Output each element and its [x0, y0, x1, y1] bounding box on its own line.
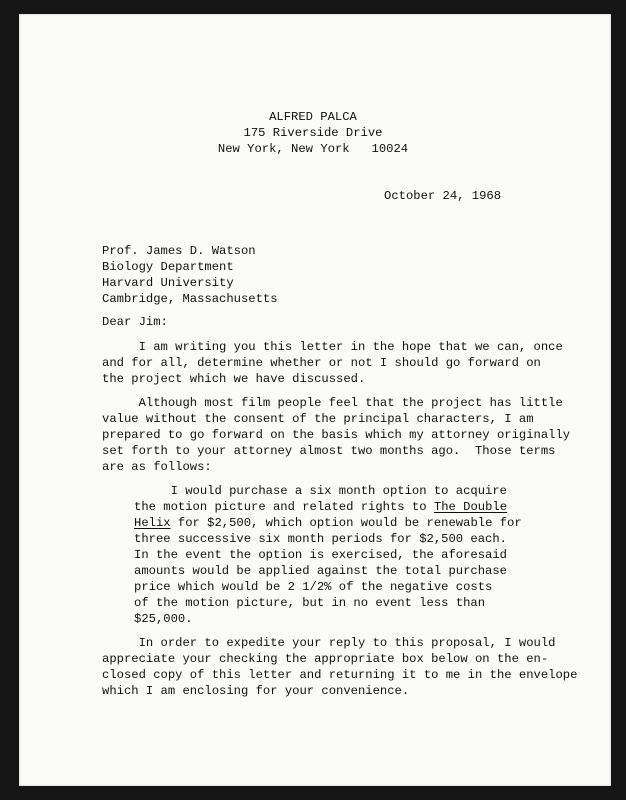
recipient-city: Cambridge, Massachusetts	[102, 292, 278, 306]
letterhead-name: ALFRED PALCA	[269, 110, 357, 124]
paragraph2-line: Although most film people feel that the project has little	[102, 396, 563, 410]
paragraph2-line: are as follows:	[102, 460, 212, 474]
paragraph3-line: which I am enclosing for your convenience.	[102, 684, 410, 698]
terms-line: price which would be 2 1/2% of the negative costs	[134, 580, 493, 594]
paragraph2-line: set forth to your attorney almost two months ago. Those terms	[102, 444, 556, 458]
terms-line	[134, 500, 507, 516]
salutation: Dear Jim:	[102, 315, 168, 329]
recipient-name: Prof. James D. Watson	[102, 244, 256, 258]
recipient-university: Harvard University	[102, 276, 234, 290]
paragraph2-line: prepared to go forward on the basis which my attorney originally	[102, 428, 571, 442]
book-title: The Double	[433, 500, 508, 514]
recipient-department: Biology Department	[102, 260, 234, 274]
letterhead-city: New York, New York 10024	[217, 142, 409, 156]
terms-line: I would purchase a six month option to acquire	[134, 484, 507, 498]
terms-line: $25,000.	[134, 612, 193, 626]
terms-line: amounts would be applied against the total purchase	[134, 564, 507, 578]
paragraph3-line: In order to expedite your reply to this proposal, I would	[102, 636, 556, 650]
book-title: Helix	[134, 516, 171, 530]
terms-text: for $2,500, which option would be renewable for	[170, 516, 522, 530]
paragraph3-line: closed copy of this letter and returning it to me in the envelope	[102, 668, 578, 682]
paragraph1-line: I am writing you this letter in the hope that we can, once	[102, 340, 563, 354]
paragraph3-line: appreciate your checking the appropriate box below on the en-	[102, 652, 549, 666]
terms-line	[134, 516, 522, 532]
letterhead-street: 175 Riverside Drive	[243, 126, 383, 140]
terms-line: three successive six month periods for $2,500 each.	[134, 532, 507, 546]
terms-line: of the motion picture, but in no event less than	[134, 596, 486, 610]
terms-line: In the event the option is exercised, the aforesaid	[134, 548, 507, 562]
paragraph2-line: value without the consent of the principal characters, I am	[102, 412, 534, 426]
paragraph1-line: and for all, determine whether or not I should go forward on	[102, 356, 541, 370]
terms-text: the motion picture and related rights to	[134, 500, 434, 514]
paragraph1-line: the project which we have discussed.	[102, 372, 366, 386]
letter-date: October 24, 1968	[384, 189, 502, 203]
